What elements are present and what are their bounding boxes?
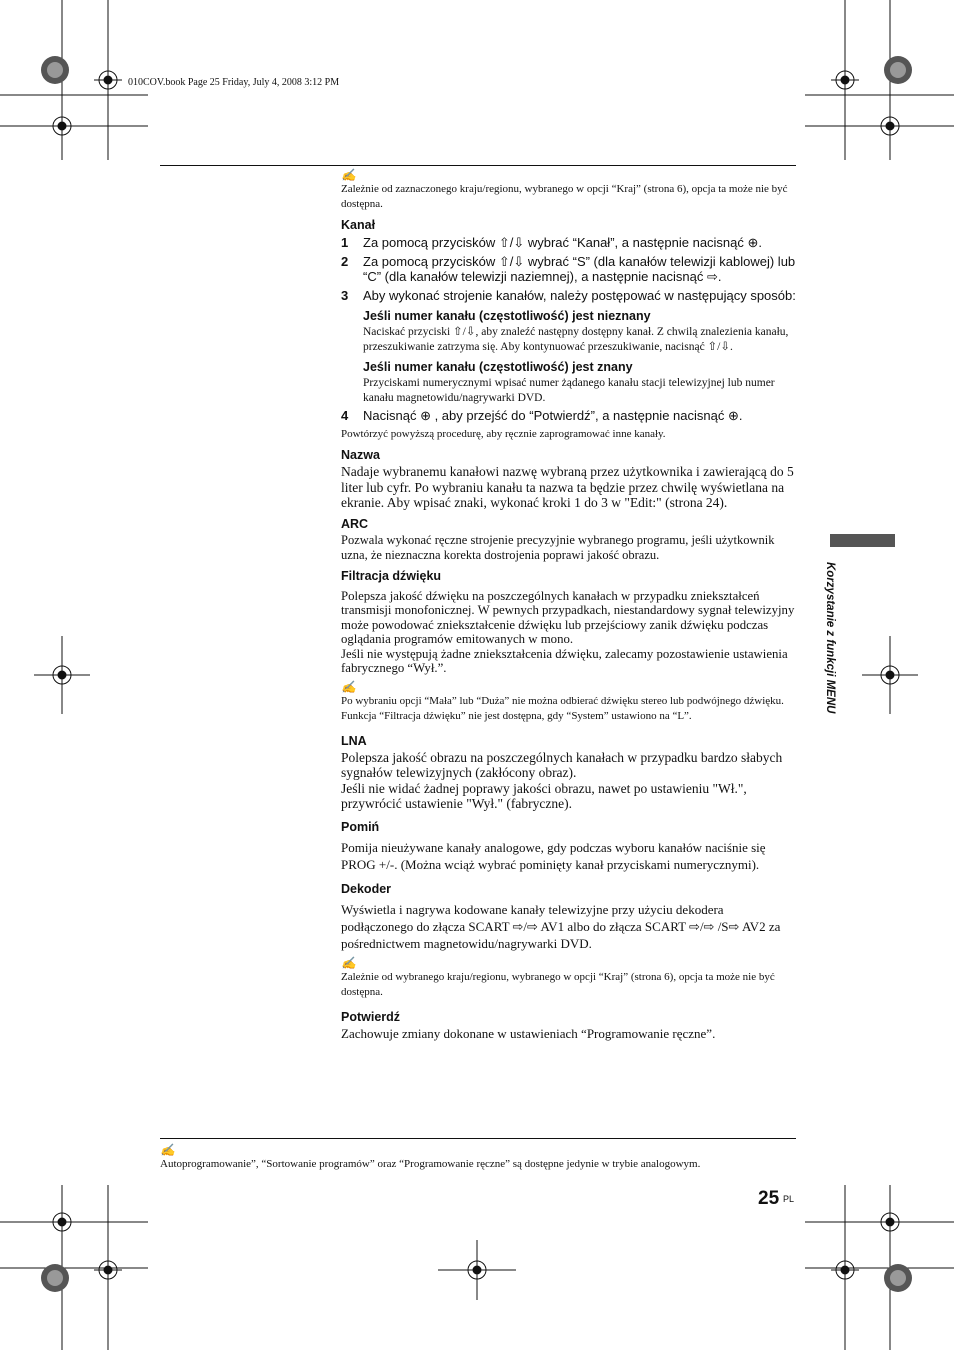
heading-arc: ARC: [341, 516, 369, 531]
repeat-note: Powtórzyć powyższą procedurę, aby ręcznie zaprogramować inne kanały.: [341, 428, 666, 440]
nazwa-text: Nadaje wybranemu kanałowi nazwę wybraną przez użytkownika i zawierającą do 5 liter lub cyfr. Po wybraniu kanału ta nazwa ta będzie przez chwilę wyświetlana na ekranie. Aby wpisać znaki, wykonać kroki 1 do 3 w "Edit:" (strona 24).: [341, 464, 794, 510]
heading-unknown-channel: Jeśli numer kanału (częstotliwość) jest nieznany: [363, 309, 651, 323]
note-icon: ✍: [160, 1143, 175, 1157]
note-icon: ✍: [341, 679, 356, 694]
page-number: 25: [758, 1188, 780, 1209]
step-number: 1: [341, 235, 349, 250]
footer-note-text: Autoprogramowanie”, “Sortowanie programów” oraz “Programowanie ręczne” są dostępne jedynie w trybie analogowym.: [160, 1158, 701, 1170]
filtracja-note-1: Po wybraniu opcji “Mała” lub “Duża” nie można odbierać dźwięku stereo lub podwójnego dźwięku.: [341, 694, 784, 707]
pomin-text: Pomija nieużywane kanały analogowe, gdy podczas wyboru kanałów naciśnie się PROG +/-. (Można wciąż wybrać pominięty kanał przyciskami numerycznymi).: [341, 839, 766, 872]
heading-filtracja: Filtracja dźwięku: [341, 568, 442, 583]
note-icon: ✍: [341, 168, 356, 182]
filtracja-text-2: Jeśli nie występują żadne zniekształcenia dźwięku, zalecamy pozostawienie ustawienia fabrycznego “Wył.”.: [341, 646, 788, 675]
step-number: 2: [341, 254, 349, 269]
step-text: Aby wykonać strojenie kanałów, należy postępować w następujący sposób:: [363, 288, 796, 303]
step-text: Nacisnąć ⊕ , aby przejść do “Potwierdź”, a następnie nacisnąć ⊕.: [363, 408, 743, 423]
top-note: Zależnie od zaznaczonego kraju/regionu, wybranego w opcji “Kraj” (strona 6), opcja ta może nie być dostępna.: [341, 183, 788, 210]
step-text: Za pomocą przycisków ⇧/⇩ wybrać “Kanał”, a następnie nacisnąć ⊕.: [363, 235, 763, 250]
arc-text: Pozwala wykonać ręczne strojenie precyzyjnie wybranego programu, jeśli użytkownik uzna, że nieznaczna korekta dostrojenia poprawi jakość obrazu.: [341, 532, 775, 562]
dekoder-text: Wyświetla i nagrywa kodowane kanały telewizyjne przy użyciu dekodera podłączonego do złącza SCART ⇨/⇨ AV1 albo do złącza SCART ⇨/⇨ /S⇨ AV2 za pośrednictwem magnetowidu/nagrywarki DVD.: [341, 901, 781, 951]
side-tab-label: Korzystanie z funkcji MENU: [824, 562, 836, 714]
heading-pomin: Pomiń: [341, 819, 380, 834]
dekoder-note: Zależnie od wybranego kraju/regionu, wybranego w opcji “Kraj” (strona 6), opcja ta może nie być dostępna.: [341, 970, 775, 998]
heading-potwierdz: Potwierdź: [341, 1009, 401, 1024]
note-icon: ✍: [341, 955, 356, 970]
page-language: PL: [783, 1194, 795, 1204]
heading-known-channel: Jeśli numer kanału (częstotliwość) jest znany: [363, 360, 633, 374]
heading-lna: LNA: [341, 733, 367, 748]
step-number: 4: [341, 408, 349, 423]
step-text: Za pomocą przycisków ⇧/⇩ wybrać “S” (dla kanałów telewizji kablowej) lub “C” (dla kanałów telewizji naziemnej), a następnie nacisnąć ⇨.: [363, 254, 796, 284]
lna-text-2: Jeśli nie widać żadnej poprawy jakości obrazu, nawet po ustawieniu "Wł.", przywrócić ustawienie "Wył." (fabryczne).: [341, 780, 747, 811]
known-channel-text: Przyciskami numerycznymi wpisać numer żądanego kanału stacji telewizyjnej lub numer kanału magnetowidu/nagrywarki DVD.: [363, 377, 775, 404]
filtracja-text-1: Polepsza jakość dźwięku na poszczególnych kanałach w przypadku zniekształceń transmisji monofonicznej. W pewnych przypadkach, niestandardowy sygnał telewizyjny może powodować zniekształcenie dźwięku lub przejściowy zanik dźwięku podczas oglądania programów emitowanych w mono.: [341, 588, 795, 646]
heading-kanal: Kanał: [341, 218, 376, 232]
heading-dekoder: Dekoder: [341, 881, 392, 896]
heading-nazwa: Nazwa: [341, 448, 380, 462]
potwierdz-text: Zachowuje zmiany dokonane w ustawieniach “Programowanie ręczne”.: [341, 1025, 716, 1041]
lna-text-1: Polepsza jakość obrazu na poszczególnych kanałach w przypadku bardzo słabych sygnałów telewizyjnych (zakłócony obraz).: [341, 749, 783, 780]
step-number: 3: [341, 288, 349, 303]
filtracja-note-2: Funkcja “Filtracja dźwięku” nie jest dostępna, gdy “System” ustawiono na “L”.: [341, 709, 692, 722]
unknown-channel-text: Naciskać przyciski ⇧/⇩, aby znaleźć następny dostępny kanał. Z chwilą znalezienia kanału, przeszukiwanie zatrzyma się. Aby kontynuować przeszukiwanie, nacisnąć ⇧/⇩.: [363, 326, 789, 353]
book-header-info: 010COV.book Page 25 Friday, July 4, 2008 3:12 PM: [128, 77, 340, 88]
